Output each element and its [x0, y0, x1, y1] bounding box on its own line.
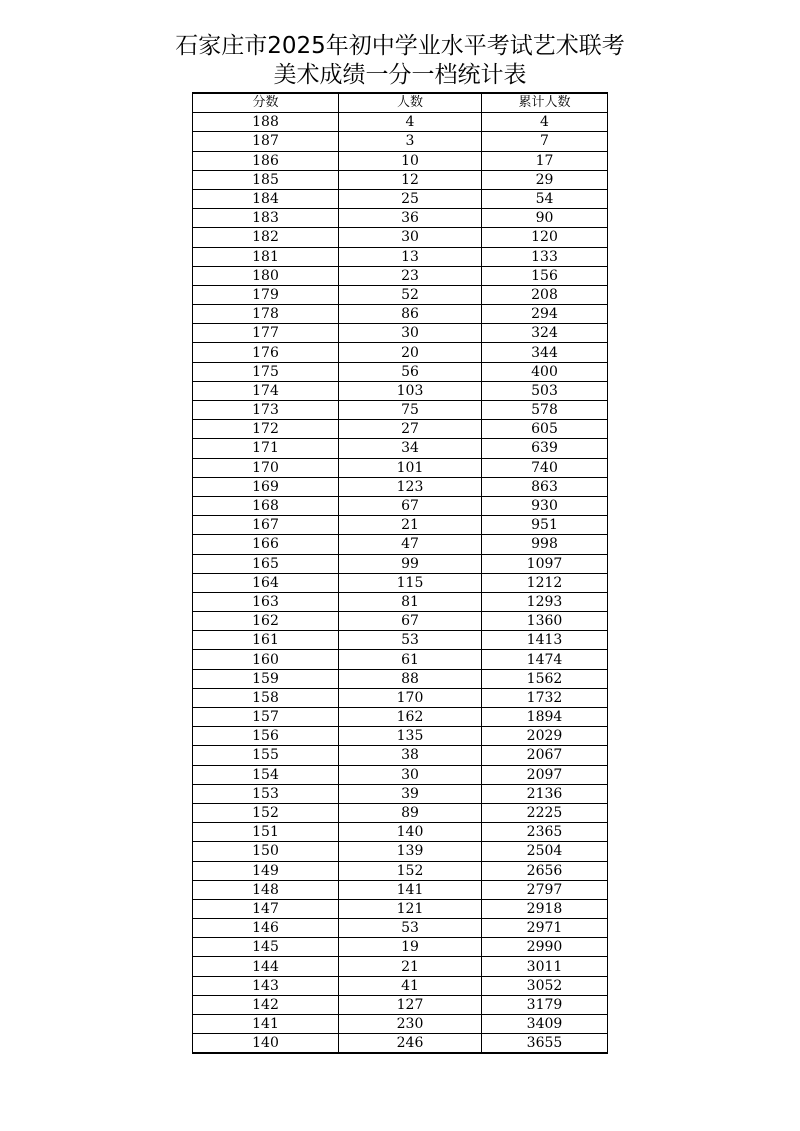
cell-cumulative: 7	[482, 132, 608, 151]
cell-cumulative: 1293	[482, 592, 608, 611]
cell-score: 145	[193, 938, 339, 957]
cell-score: 164	[193, 573, 339, 592]
cell-score: 169	[193, 477, 339, 496]
cell-cumulative: 3655	[482, 1034, 608, 1054]
table-row	[193, 669, 608, 688]
cell-score: 173	[193, 401, 339, 420]
cell-count: 152	[339, 861, 482, 880]
cell-cumulative: 208	[482, 285, 608, 304]
cell-score: 157	[193, 708, 339, 727]
cell-cumulative: 998	[482, 535, 608, 554]
cell-score: 143	[193, 976, 339, 995]
cell-count: 53	[339, 919, 482, 938]
table-row	[193, 592, 608, 611]
score-distribution-table	[192, 92, 608, 1054]
table-body	[193, 113, 608, 1054]
cell-cumulative: 578	[482, 401, 608, 420]
cell-count: 13	[339, 247, 482, 266]
cell-score: 183	[193, 209, 339, 228]
cell-score: 161	[193, 631, 339, 650]
table-row	[193, 861, 608, 880]
table-row	[193, 189, 608, 208]
cell-count: 88	[339, 669, 482, 688]
cell-score: 177	[193, 324, 339, 343]
table-row	[193, 688, 608, 707]
cell-cumulative: 4	[482, 113, 608, 132]
cell-score: 147	[193, 899, 339, 918]
cell-score: 178	[193, 305, 339, 324]
table-row	[193, 113, 608, 132]
header-score: 分数	[193, 93, 339, 113]
cell-cumulative: 930	[482, 496, 608, 515]
cell-score: 188	[193, 113, 339, 132]
cell-cumulative: 2990	[482, 938, 608, 957]
table-row	[193, 976, 608, 995]
table-row	[193, 170, 608, 189]
cell-count: 38	[339, 746, 482, 765]
cell-score: 140	[193, 1034, 339, 1054]
cell-cumulative: 2365	[482, 823, 608, 842]
table-row	[193, 995, 608, 1014]
cell-count: 10	[339, 151, 482, 170]
cell-count: 162	[339, 708, 482, 727]
cell-cumulative: 1097	[482, 554, 608, 573]
cell-count: 30	[339, 765, 482, 784]
table-row	[193, 228, 608, 247]
cell-count: 123	[339, 477, 482, 496]
cell-score: 146	[193, 919, 339, 938]
cell-score: 156	[193, 727, 339, 746]
cell-cumulative: 54	[482, 189, 608, 208]
cell-cumulative: 344	[482, 343, 608, 362]
table-row	[193, 708, 608, 727]
cell-score: 181	[193, 247, 339, 266]
table-row	[193, 650, 608, 669]
cell-count: 140	[339, 823, 482, 842]
cell-count: 61	[339, 650, 482, 669]
cell-count: 139	[339, 842, 482, 861]
cell-cumulative: 156	[482, 266, 608, 285]
cell-count: 30	[339, 324, 482, 343]
cell-cumulative: 120	[482, 228, 608, 247]
cell-count: 12	[339, 170, 482, 189]
cell-score: 162	[193, 612, 339, 631]
table-row	[193, 727, 608, 746]
cell-count: 67	[339, 496, 482, 515]
table-row	[193, 324, 608, 343]
table-row	[193, 381, 608, 400]
table-row	[193, 784, 608, 803]
table-row	[193, 554, 608, 573]
cell-cumulative: 133	[482, 247, 608, 266]
cell-cumulative: 2656	[482, 861, 608, 880]
cell-count: 135	[339, 727, 482, 746]
cell-cumulative: 2067	[482, 746, 608, 765]
table-row	[193, 247, 608, 266]
cell-cumulative: 2136	[482, 784, 608, 803]
table-row	[193, 899, 608, 918]
table-row	[193, 266, 608, 285]
cell-score: 170	[193, 458, 339, 477]
cell-cumulative: 400	[482, 362, 608, 381]
cell-score: 149	[193, 861, 339, 880]
cell-score: 187	[193, 132, 339, 151]
cell-score: 153	[193, 784, 339, 803]
table-row	[193, 765, 608, 784]
cell-count: 75	[339, 401, 482, 420]
cell-cumulative: 2029	[482, 727, 608, 746]
cell-score: 148	[193, 880, 339, 899]
cell-score: 174	[193, 381, 339, 400]
cell-cumulative: 951	[482, 516, 608, 535]
cell-count: 47	[339, 535, 482, 554]
cell-score: 154	[193, 765, 339, 784]
cell-cumulative: 503	[482, 381, 608, 400]
cell-cumulative: 1413	[482, 631, 608, 650]
cell-cumulative: 1562	[482, 669, 608, 688]
cell-score: 182	[193, 228, 339, 247]
cell-count: 121	[339, 899, 482, 918]
cell-cumulative: 605	[482, 420, 608, 439]
cell-score: 158	[193, 688, 339, 707]
cell-count: 34	[339, 439, 482, 458]
cell-count: 246	[339, 1034, 482, 1054]
cell-cumulative: 740	[482, 458, 608, 477]
cell-cumulative: 3052	[482, 976, 608, 995]
table-header-row	[193, 93, 608, 113]
table-row	[193, 573, 608, 592]
cell-cumulative: 17	[482, 151, 608, 170]
cell-cumulative: 2971	[482, 919, 608, 938]
cell-count: 20	[339, 343, 482, 362]
cell-count: 170	[339, 688, 482, 707]
cell-count: 56	[339, 362, 482, 381]
cell-count: 127	[339, 995, 482, 1014]
cell-cumulative: 1360	[482, 612, 608, 631]
cell-cumulative: 324	[482, 324, 608, 343]
cell-score: 176	[193, 343, 339, 362]
cell-count: 52	[339, 285, 482, 304]
cell-count: 3	[339, 132, 482, 151]
table-row	[193, 803, 608, 822]
cell-count: 30	[339, 228, 482, 247]
table-row	[193, 343, 608, 362]
cell-cumulative: 2918	[482, 899, 608, 918]
cell-count: 4	[339, 113, 482, 132]
cell-cumulative: 29	[482, 170, 608, 189]
cell-score: 141	[193, 1015, 339, 1034]
cell-count: 99	[339, 554, 482, 573]
cell-cumulative: 294	[482, 305, 608, 324]
cell-count: 89	[339, 803, 482, 822]
cell-count: 101	[339, 458, 482, 477]
table-row	[193, 401, 608, 420]
table-row	[193, 151, 608, 170]
table-row	[193, 823, 608, 842]
cell-score: 180	[193, 266, 339, 285]
table-row	[193, 209, 608, 228]
table-row	[193, 535, 608, 554]
header-cumulative: 累计人数	[482, 93, 608, 113]
table-row	[193, 919, 608, 938]
cell-score: 184	[193, 189, 339, 208]
cell-score: 160	[193, 650, 339, 669]
table-row	[193, 420, 608, 439]
table-row	[193, 285, 608, 304]
cell-cumulative: 863	[482, 477, 608, 496]
cell-score: 179	[193, 285, 339, 304]
table-row	[193, 957, 608, 976]
table-row	[193, 746, 608, 765]
cell-cumulative: 3179	[482, 995, 608, 1014]
cell-cumulative: 1474	[482, 650, 608, 669]
header-count: 人数	[339, 93, 482, 113]
cell-score: 175	[193, 362, 339, 381]
cell-score: 142	[193, 995, 339, 1014]
cell-score: 155	[193, 746, 339, 765]
cell-count: 141	[339, 880, 482, 899]
cell-count: 25	[339, 189, 482, 208]
cell-count: 86	[339, 305, 482, 324]
document-subtitle: 美术成绩一分一档统计表	[273, 62, 527, 88]
cell-count: 36	[339, 209, 482, 228]
cell-cumulative: 639	[482, 439, 608, 458]
cell-score: 185	[193, 170, 339, 189]
cell-score: 159	[193, 669, 339, 688]
cell-count: 39	[339, 784, 482, 803]
table-row	[193, 477, 608, 496]
cell-count: 53	[339, 631, 482, 650]
cell-cumulative: 1732	[482, 688, 608, 707]
cell-cumulative: 1894	[482, 708, 608, 727]
cell-score: 171	[193, 439, 339, 458]
cell-score: 152	[193, 803, 339, 822]
table-row	[193, 842, 608, 861]
cell-score: 151	[193, 823, 339, 842]
cell-score: 150	[193, 842, 339, 861]
cell-score: 163	[193, 592, 339, 611]
table-row	[193, 132, 608, 151]
table-row	[193, 305, 608, 324]
cell-count: 67	[339, 612, 482, 631]
cell-count: 81	[339, 592, 482, 611]
table-row	[193, 1015, 608, 1034]
cell-count: 21	[339, 957, 482, 976]
cell-score: 167	[193, 516, 339, 535]
cell-cumulative: 2225	[482, 803, 608, 822]
cell-count: 103	[339, 381, 482, 400]
table-row	[193, 362, 608, 381]
table-row	[193, 631, 608, 650]
table-row	[193, 612, 608, 631]
table-row	[193, 938, 608, 957]
cell-cumulative: 2097	[482, 765, 608, 784]
cell-cumulative: 3409	[482, 1015, 608, 1034]
table-row	[193, 1034, 608, 1054]
table-row	[193, 496, 608, 515]
cell-count: 230	[339, 1015, 482, 1034]
cell-count: 115	[339, 573, 482, 592]
cell-score: 166	[193, 535, 339, 554]
cell-count: 23	[339, 266, 482, 285]
table-row	[193, 458, 608, 477]
cell-cumulative: 90	[482, 209, 608, 228]
cell-count: 27	[339, 420, 482, 439]
cell-count: 19	[339, 938, 482, 957]
cell-cumulative: 3011	[482, 957, 608, 976]
cell-count: 41	[339, 976, 482, 995]
cell-score: 186	[193, 151, 339, 170]
cell-count: 21	[339, 516, 482, 535]
table-row	[193, 439, 608, 458]
cell-cumulative: 2797	[482, 880, 608, 899]
table-row	[193, 880, 608, 899]
cell-score: 165	[193, 554, 339, 573]
cell-score: 144	[193, 957, 339, 976]
document-title: 石家庄市2025年初中学业水平考试艺术联考	[175, 33, 625, 59]
cell-cumulative: 2504	[482, 842, 608, 861]
cell-score: 168	[193, 496, 339, 515]
cell-score: 172	[193, 420, 339, 439]
cell-cumulative: 1212	[482, 573, 608, 592]
table-row	[193, 516, 608, 535]
